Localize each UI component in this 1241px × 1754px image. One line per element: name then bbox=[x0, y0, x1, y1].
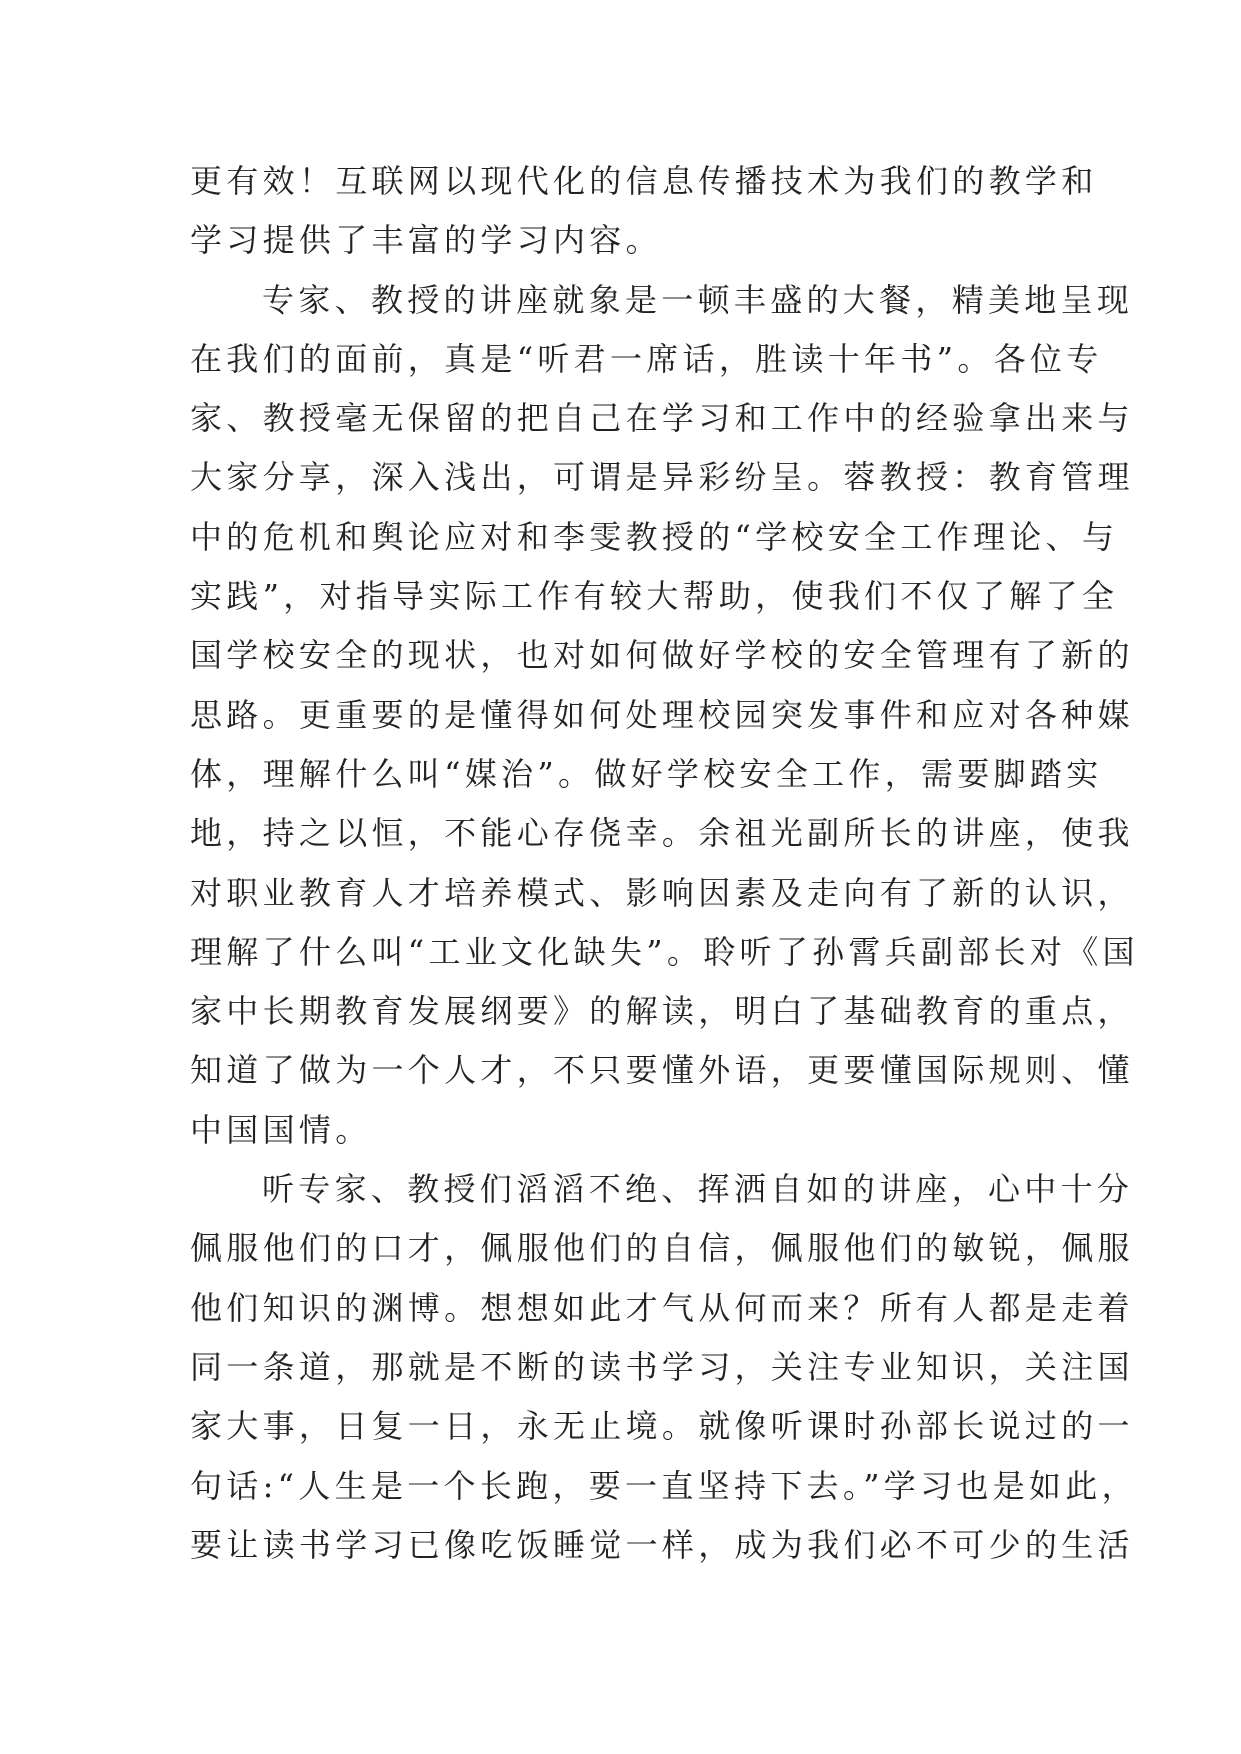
text-line: 对职业教育人才培养模式、影响因素及走向有了新的认识， bbox=[190, 873, 1134, 912]
text-line: 家大事，日复一日，永无止境。就像听课时孙部长说过的一 bbox=[190, 1407, 1134, 1446]
text-line: 学习提供了丰富的学习内容。 bbox=[190, 221, 662, 260]
text-line: 中的危机和舆论应对和李雯教授的“学校安全工作理论、与 bbox=[190, 517, 1119, 556]
text-line: 思路。更重要的是懂得如何处理校园突发事件和应对各种媒 bbox=[190, 695, 1134, 734]
text-line: 国学校安全的现状，也对如何做好学校的安全管理有了新的 bbox=[190, 636, 1134, 675]
text-line: 实践”，对指导实际工作有较大帮助，使我们不仅了解了全 bbox=[190, 577, 1119, 616]
text-line: 更有效！互联网以现代化的信息传播技术为我们的教学和 bbox=[190, 162, 1098, 200]
text-line: 句话:“人生是一个长跑，要一直坚持下去。”学习也是如此， bbox=[190, 1466, 1138, 1505]
body-text bbox=[190, 152, 1139, 1575]
text-line: 家、教授毫无保留的把自己在学习和工作中的经验拿出来与 bbox=[190, 399, 1134, 438]
text-line: 体，理解什么叫“媒治”。做好学校安全工作，需要脚踏实 bbox=[190, 754, 1103, 793]
text-line: 听专家、教授们滔滔不绝、挥洒自如的讲座，心中十分 bbox=[262, 1170, 1134, 1209]
text-line: 知道了做为一个人才，不只要懂外语，更要懂国际规则、懂 bbox=[190, 1051, 1134, 1090]
text-line: 专家、教授的讲座就象是一顿丰盛的大餐，精美地呈现 bbox=[262, 280, 1134, 319]
text-line: 要让读书学习已像吃饭睡觉一样，成为我们必不可少的生活 bbox=[190, 1525, 1134, 1564]
text-line: 他们知识的渊博。想想如此才气从何而来？所有人都是走着 bbox=[190, 1288, 1134, 1327]
text-line: 理解了什么叫“工业文化缺失”。聆听了孙霄兵副部长对《国 bbox=[190, 932, 1139, 971]
text-line: 地，持之以恒，不能心存侥幸。余祖光副所长的讲座，使我 bbox=[190, 814, 1134, 853]
text-line: 大家分享，深入浅出，可谓是异彩纷呈。蓉教授：教育管理 bbox=[190, 458, 1134, 497]
text-line: 在我们的面前，真是“听君一席话，胜读十年书”。各位专 bbox=[190, 339, 1103, 378]
text-line: 中国国情。 bbox=[190, 1110, 372, 1149]
text-line: 家中长期教育发展纲要》的解读，明白了基础教育的重点， bbox=[190, 992, 1134, 1031]
text-line: 同一条道，那就是不断的读书学习，关注专业知识，关注国 bbox=[190, 1347, 1134, 1386]
text-line: 佩服他们的口才，佩服他们的自信，佩服他们的敏锐，佩服 bbox=[190, 1229, 1134, 1268]
